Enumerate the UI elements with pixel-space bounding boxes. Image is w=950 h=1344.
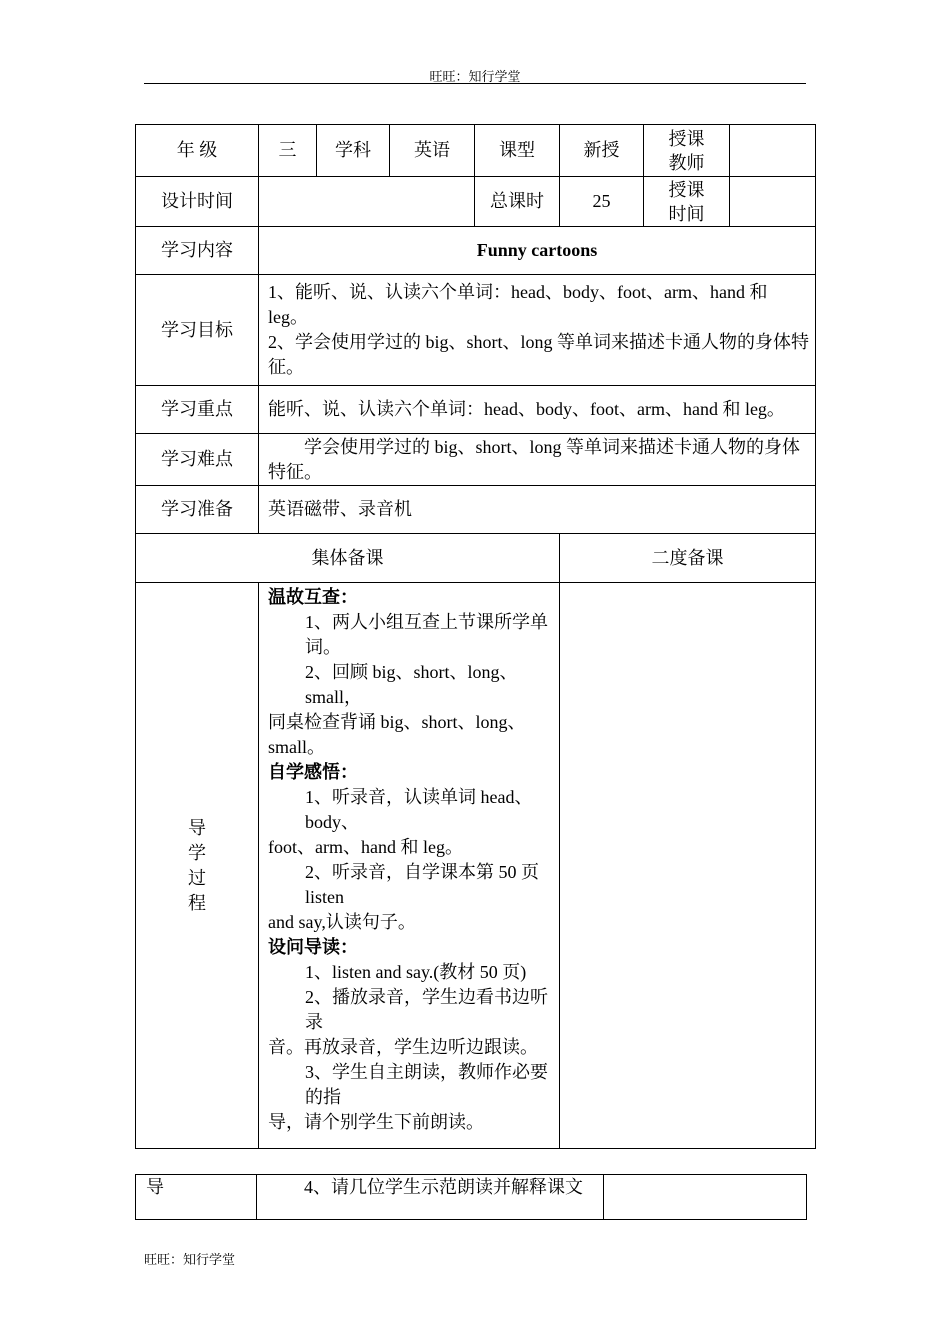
review-step: 1、两人小组互查上节课所学单词。 xyxy=(305,612,548,657)
process-label-char: 过 xyxy=(188,867,206,888)
review-step-cont: 同桌检查背诵 big、short、long、small。 xyxy=(268,712,526,757)
total-hours-value: 25 xyxy=(560,177,644,227)
self-study-step: 1、听录音，认读单词 head、body、 xyxy=(305,787,533,832)
subject-label: 学科 xyxy=(317,125,390,177)
guided-reading-heading: 设问导读： xyxy=(268,937,358,957)
process-label-char: 程 xyxy=(188,892,206,913)
lesson-type-label: 课型 xyxy=(475,125,560,177)
goals-value xyxy=(259,275,816,386)
guided-step-cont: 导，请个别学生下前朗读。 xyxy=(268,1112,484,1132)
prep-label: 学习准备 xyxy=(136,486,259,534)
continuation-text: 4、请几位学生示范朗读并解释课文 xyxy=(257,1175,604,1220)
self-study-heading: 自学感悟： xyxy=(268,762,358,782)
process-content xyxy=(259,583,560,1149)
prep-value: 英语磁带、录音机 xyxy=(259,486,816,534)
continuation-second-prep xyxy=(604,1175,807,1220)
guided-step: 1、listen and say.(教材 50 页) xyxy=(305,962,527,982)
second-prep-header: 二度备课 xyxy=(560,534,816,583)
guided-step: 3、学生自主朗读，教师作必要的指 xyxy=(305,1062,548,1107)
difficulty-label: 学习难点 xyxy=(136,434,259,486)
guided-step-cont: 音。再放录音，学生边听边跟读。 xyxy=(268,1037,538,1057)
header-rule xyxy=(144,83,806,84)
process-label-char: 导 xyxy=(188,817,206,838)
goal-1: 1、能听、说、认读六个单词：head、body、foot、arm、hand 和 leg。 xyxy=(268,282,768,327)
focus-value: 能听、说、认读六个单词：head、body、foot、arm、hand 和 leg。 xyxy=(259,386,816,434)
page-header: 旺旺：知行学堂 xyxy=(429,69,521,84)
page-footer: 旺旺：知行学堂 xyxy=(144,1252,236,1267)
continuation-table xyxy=(135,1174,807,1220)
design-time-value xyxy=(259,177,475,227)
review-heading: 温故互查： xyxy=(268,587,358,607)
total-hours-label: 总课时 xyxy=(475,177,560,227)
difficulty-value: 学会使用学过的 big、short、long 等单词来描述卡通人物的身体特征。 xyxy=(259,434,816,486)
self-study-step-cont: foot、arm、hand 和 leg。 xyxy=(268,837,463,857)
self-study-step: 2、听录音，自学课本第 50 页 listen xyxy=(305,862,539,907)
lesson-plan-table xyxy=(135,124,816,1149)
class-time-value xyxy=(730,177,816,227)
collective-prep-header: 集体备课 xyxy=(136,534,560,583)
self-study-step-cont: and say,认读句子。 xyxy=(268,912,416,932)
second-prep-content xyxy=(560,583,816,1149)
goal-2: 2、学会使用学过的 big、short、long 等单词来描述卡通人物的身体特征。 xyxy=(268,332,809,377)
lesson-type-value: 新授 xyxy=(560,125,644,177)
review-step: 2、回顾 big、short、long、small， xyxy=(305,662,518,707)
teacher-value xyxy=(730,125,816,177)
process-label xyxy=(136,583,259,1149)
process-label-char: 学 xyxy=(188,842,206,863)
content-label: 学习内容 xyxy=(136,227,259,275)
grade-label: 年 级 xyxy=(136,125,259,177)
continuation-label: 导 xyxy=(136,1175,257,1220)
design-time-label: 设计时间 xyxy=(136,177,259,227)
teacher-label: 授课教师 xyxy=(644,125,730,177)
focus-label: 学习重点 xyxy=(136,386,259,434)
subject-value: 英语 xyxy=(390,125,475,177)
guided-step: 2、播放录音，学生边看书边听录 xyxy=(305,987,548,1032)
grade-value: 三 xyxy=(259,125,317,177)
lesson-title: Funny cartoons xyxy=(259,227,816,275)
class-time-label: 授课时间 xyxy=(644,177,730,227)
goals-label: 学习目标 xyxy=(136,275,259,386)
